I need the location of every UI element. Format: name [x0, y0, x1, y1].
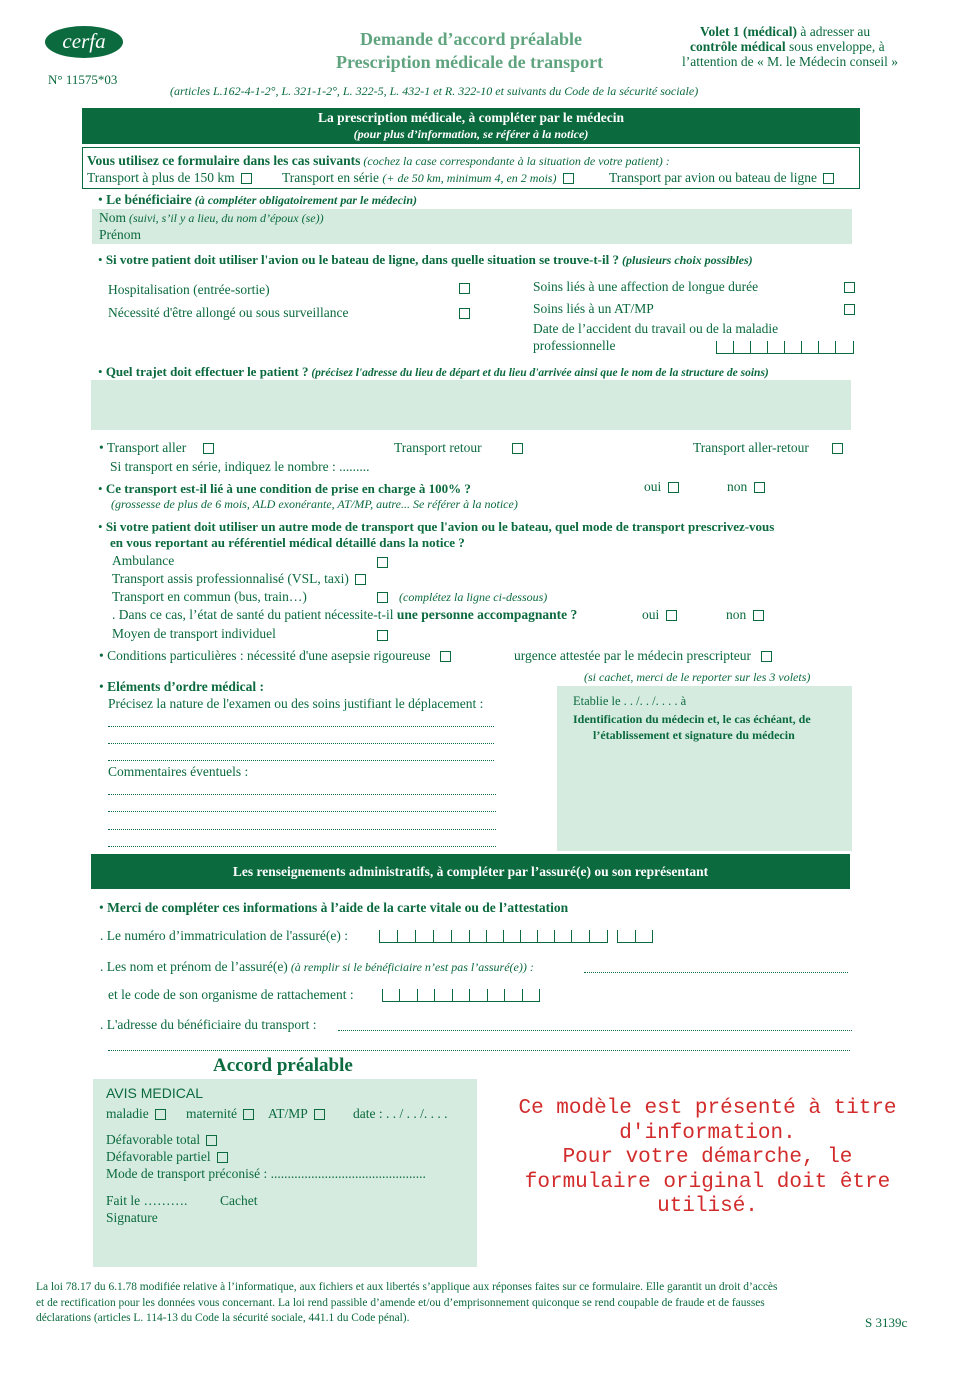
specimen-notice-line-4: formulaire original doit être	[524, 1170, 891, 1194]
charge-title: Ce transport est-il lié à une condition de prise en charge à 100% ?	[105, 481, 471, 496]
mode-heading-2: en vous reportant au référentiel médical détaillé dans la notice ?	[110, 535, 465, 550]
organisme-label: et le code de son organisme de rattachement :	[108, 987, 354, 1002]
checkbox-avis-maladie[interactable]	[155, 1109, 166, 1120]
defavorable-partiel[interactable]	[106, 1149, 228, 1165]
specimen-notice	[490, 1097, 925, 1220]
checkbox-aller[interactable]	[203, 443, 214, 454]
transport-aller-label: Transport aller	[106, 440, 187, 455]
date-accident-label-1: Date de l’accident du travail ou de la maladie	[533, 321, 779, 336]
asepsie-label: Conditions particulières : nécessité d'une asepsie rigoureuse	[107, 648, 431, 663]
checkbox-accompagnant-non[interactable]	[753, 610, 764, 621]
serie-count-field[interactable]: Si transport en série, indiquez le nombre : .........	[110, 459, 370, 474]
section-band-administratif: Les renseignements administratifs, à compléter par l’assuré(e) ou son représentant	[91, 854, 850, 889]
volet-line-1	[700, 24, 870, 40]
checkbox-commun[interactable]	[377, 592, 388, 603]
checkbox-ambulance[interactable]	[377, 557, 388, 568]
checkbox-vsl[interactable]	[355, 574, 366, 585]
elements-heading: • Eléments d’ordre médical :	[99, 679, 264, 694]
nom-prenom-line[interactable]	[584, 972, 848, 973]
checkbox-urgence[interactable]	[761, 651, 772, 662]
vsl-option[interactable]	[112, 571, 366, 587]
checkbox-avis-atmp[interactable]	[314, 1109, 325, 1120]
precisez-line-1[interactable]	[108, 726, 494, 727]
specimen-notice-line-1: Ce modèle est présenté à titre	[518, 1097, 897, 1120]
avis-maladie[interactable]	[106, 1106, 166, 1122]
trajet-heading: • Quel trajet doit effectuer le patient ? (précisez l'adresse du lieu de départ et du lieu d'arrivée ainsi que le nom de la structure de soins)	[98, 364, 769, 379]
form-title-1: Demande d’accord préalable	[360, 29, 582, 49]
fait-le[interactable]: Fait le ……….	[106, 1193, 188, 1208]
elements-title: Eléments d’ordre médical :	[107, 679, 264, 694]
checkbox-defavorable-partiel[interactable]	[217, 1152, 228, 1163]
nom-label: Nom	[99, 210, 126, 225]
precisez-line-2[interactable]	[108, 743, 494, 744]
volet-text-1: à adresser au	[796, 24, 871, 39]
cachet-note: (si cachet, merci de le reporter sur les 3 volets)	[584, 670, 811, 684]
specimen-notice-line-2: d'information.	[619, 1121, 796, 1145]
urgence-option[interactable]	[514, 648, 772, 664]
immatriculation-label: . Le numéro d’immatriculation de l'assuré(e) :	[100, 928, 348, 943]
precisez-line-3[interactable]	[108, 760, 494, 761]
legal-line-2: et de rectification pour les données vous concernant. La loi rend passible d’amende et/ou d’emprisonnement quiconque se rend coupable de fraude et de fausses	[36, 1296, 765, 1309]
accompagnant-text: . Dans ce cas, l’état de santé du patient nécessite-t-il	[112, 607, 397, 622]
usage-option-avion[interactable]	[609, 170, 834, 186]
legal-notice	[36, 1280, 926, 1327]
charge-heading: • Ce transport est-il lié à une condition de prise en charge à 100% ?	[98, 481, 471, 496]
beneficiaire-note: (à compléter obligatoirement par le médecin)	[191, 193, 418, 207]
charge-non-label: non	[727, 479, 748, 494]
checkbox-accompagnant-oui[interactable]	[666, 610, 677, 621]
mode-preconise[interactable]: Mode de transport préconisé : ..............................................	[106, 1166, 426, 1181]
accompagnant-oui[interactable]	[642, 607, 677, 623]
form-title-2: Prescription médicale de transport	[336, 52, 604, 72]
form-number: N° 11575*03	[48, 72, 118, 87]
accord-title: Accord préalable	[213, 1055, 353, 1076]
identification-medecin-1: Identification du médecin et, le cas échéant, de	[573, 712, 811, 726]
usage-option-avion-label: Transport par avion ou bateau de ligne	[609, 170, 817, 185]
medecin-signature-area[interactable]	[557, 686, 852, 851]
avis-medical-label: AVIS MEDICAL	[106, 1085, 203, 1101]
identification-medecin-2: l’établissement et signature du médecin	[593, 728, 795, 742]
urgence-label: urgence attestée par le médecin prescripteur	[514, 648, 752, 663]
usage-lead-text: Vous utilisez ce formulaire dans les cas suivants	[87, 153, 361, 168]
commun-label: Transport en commun (bus, train…)	[112, 589, 307, 604]
usage-option-150km-label: Transport à plus de 150 km	[87, 170, 235, 185]
adresse-line-2[interactable]	[108, 1050, 850, 1051]
date-accident-label-2: professionnelle	[533, 338, 616, 353]
ambulance-label: Ambulance	[112, 553, 175, 568]
checkbox-150km[interactable]	[241, 173, 252, 184]
organisme-input[interactable]	[382, 989, 540, 1002]
nom-prenom-label: . Les nom et prénom de l’assuré(e)	[100, 959, 288, 974]
specimen-notice-line-5: utilisé.	[657, 1195, 758, 1218]
usage-lead	[87, 153, 670, 169]
checkbox-ald[interactable]	[844, 282, 855, 293]
transport-aller-retour[interactable]	[693, 440, 843, 456]
avis-date[interactable]: date : . . / . . /. . . .	[353, 1106, 448, 1121]
accompagnant-non[interactable]	[726, 607, 764, 623]
avis-maternite[interactable]	[186, 1106, 254, 1122]
usage-option-150km[interactable]	[87, 170, 252, 186]
usage-option-serie[interactable]	[282, 170, 574, 186]
nom-note: (suivi, s’il y a lieu, du nom d’époux (se))	[126, 211, 324, 225]
checkbox-individuel[interactable]	[377, 630, 388, 641]
legal-line-3: déclarations (articles L. 114-13 du Code la sécurité sociale, 441.1 du Code pénal).	[36, 1312, 410, 1324]
accompagnant-non-label: non	[726, 607, 747, 622]
defavorable-total[interactable]	[106, 1132, 217, 1148]
beneficiaire-title: Le bénéficiaire	[106, 192, 192, 207]
commentaires-label: Commentaires éventuels :	[108, 764, 249, 779]
checkbox-defavorable-total[interactable]	[206, 1135, 217, 1146]
nom-prenom-assure[interactable]	[100, 959, 534, 975]
section-band-prescription	[82, 108, 860, 144]
commun-note: (complétez la ligne ci-dessous)	[399, 590, 548, 604]
precisez-label: Précisez la nature de l'examen ou des soins justifiant le déplacement :	[108, 696, 484, 711]
specimen-notice-line-3: Pour votre démarche, le	[562, 1146, 853, 1169]
ald-label: Soins liés à une affection de longue durée	[533, 279, 759, 294]
avis-atmp[interactable]	[268, 1106, 325, 1122]
nom-prenom-note: (à remplir si le bénéficiaire n’est pas l’assuré(e)) :	[287, 960, 534, 974]
defavorable-partiel-label: Défavorable partiel	[106, 1149, 211, 1164]
transport-ar-label: Transport aller-retour	[693, 440, 809, 455]
adresse-label: . L'adresse du bénéficiaire du transport :	[100, 1017, 317, 1032]
signature-label: Signature	[106, 1210, 158, 1225]
transport-retour[interactable]	[394, 440, 523, 456]
form-reference: S 3139c	[865, 1315, 908, 1330]
avion-heading: • Si votre patient doit utiliser l'avion ou le bateau de ligne, dans quelle situation se trouve-t-il ? (plusieurs choix possibles)	[98, 252, 753, 267]
commentaire-line-1[interactable]	[108, 794, 496, 795]
checkbox-charge-non[interactable]	[754, 482, 765, 493]
volet-text-2: sous enveloppe, à	[785, 39, 885, 54]
asepsie-option[interactable]: • Conditions particulières : nécessité d'une asepsie rigoureuse	[99, 648, 451, 664]
volet-line-2	[690, 39, 885, 55]
band-title: La prescription médicale, à compléter par le médecin	[318, 110, 624, 125]
usage-option-serie-note: (+ de 50 km, minimum 4, en 2 mois)	[382, 171, 557, 185]
trajet-title: Quel trajet doit effectuer le patient ?	[105, 364, 309, 379]
hospitalisation-label: Hospitalisation (entrée-sortie)	[108, 282, 270, 297]
checkbox-aller-retour[interactable]	[832, 443, 843, 454]
commentaire-line-2[interactable]	[108, 811, 496, 812]
checkbox-retour[interactable]	[512, 443, 523, 454]
charge-non[interactable]	[727, 479, 765, 495]
volet-bold-1: Volet 1 (médical)	[700, 24, 797, 39]
checkbox-serie[interactable]	[563, 173, 574, 184]
charge-note: (grossesse de plus de 6 mois, ALD exonérante, AT/MP, autre... Se référer à la notice)	[111, 497, 518, 511]
immatriculation-input[interactable]	[379, 930, 608, 943]
checkbox-atmp[interactable]	[844, 304, 855, 315]
usage-option-serie-label: Transport en série	[282, 170, 379, 185]
prenom-field[interactable]: Prénom	[99, 227, 141, 242]
accompagnant-bold: une personne accompagnante ?	[396, 607, 578, 622]
legal-line-1: La loi 78.17 du 6.1.78 modifiée relative à l’informatique, aux fichiers et aux libertés s’applique aux réponses faites sur ce formulaire. Elle garantit un droit d’accès	[36, 1281, 778, 1293]
defavorable-total-label: Défavorable total	[106, 1132, 201, 1147]
checkbox-asepsie[interactable]	[440, 651, 451, 662]
avion-note: (plusieurs choix possibles)	[618, 253, 753, 267]
charge-oui-label: oui	[644, 479, 662, 494]
band-subtitle: (pour plus d’information, se référer à la notice)	[353, 127, 589, 141]
transport-aller[interactable]: • Transport aller	[99, 440, 214, 456]
volet-bold-2: contrôle médical	[690, 39, 786, 54]
admin-title: Merci de compléter ces informations à l’aide de la carte vitale ou de l’attestation	[107, 900, 569, 915]
avis-maladie-label: maladie	[106, 1106, 149, 1121]
individuel-label: Moyen de transport individuel	[112, 626, 276, 641]
commentaire-line-4[interactable]	[108, 846, 496, 847]
articles-reference: (articles L.162-4-1-2°, L. 321-1-2°, L. 322-5, L. 432-1 et R. 322-10 et suivants du Code de la sécurité sociale)	[170, 84, 699, 98]
accompagnant-oui-label: oui	[642, 607, 660, 622]
mode-heading-1: • Si votre patient doit utiliser un autre mode de transport que l'avion ou le bateau, quel mode de transport prescrivez-vous	[98, 519, 775, 534]
immatriculation-cle-input[interactable]	[617, 930, 653, 943]
checkbox-avis-maternite[interactable]	[243, 1109, 254, 1120]
accompagnant-question	[112, 607, 577, 623]
checkbox-allonge[interactable]	[459, 308, 470, 319]
adresse-line-1[interactable]	[338, 1030, 852, 1031]
checkbox-hospitalisation[interactable]	[459, 283, 470, 294]
usage-lead-note: (cochez la case correspondante à la situation de votre patient) :	[360, 154, 670, 168]
checkbox-avion[interactable]	[823, 173, 834, 184]
beneficiaire-heading: • Le bénéficiaire (à compléter obligatoirement par le médecin)	[98, 192, 418, 207]
volet-line-3: l’attention de « M. le Médecin conseil »	[682, 54, 898, 69]
checkbox-charge-oui[interactable]	[668, 482, 679, 493]
cerfa-logo: cerfa	[45, 26, 123, 58]
vsl-label: Transport assis professionnalisé (VSL, taxi)	[112, 571, 349, 586]
cachet-label: Cachet	[220, 1193, 258, 1208]
nom-field[interactable]	[99, 210, 324, 226]
charge-oui[interactable]	[644, 479, 679, 495]
date-accident-input[interactable]	[716, 341, 854, 354]
atmp-label: Soins liés à un AT/MP	[533, 301, 654, 316]
avis-maternite-label: maternité	[186, 1106, 237, 1121]
avion-title: Si votre patient doit utiliser l'avion ou le bateau de ligne, dans quelle situation se trouve-t-il ?	[105, 252, 619, 267]
trajet-fill-area[interactable]	[91, 380, 851, 430]
avis-atmp-label: AT/MP	[268, 1106, 308, 1121]
commentaire-line-3[interactable]	[108, 829, 496, 830]
transport-retour-label: Transport retour	[394, 440, 482, 455]
trajet-note: (précisez l'adresse du lieu de départ et du lieu d'arrivée ainsi que le nom de la structure de soins)	[308, 367, 769, 379]
admin-heading: • Merci de compléter ces informations à l’aide de la carte vitale ou de l’attestation	[99, 900, 569, 915]
mode-title-1: Si votre patient doit utiliser un autre mode de transport que l'avion ou le bateau, quel mode de transport prescrivez-vous	[105, 519, 775, 534]
etablie-le: Etablie le . . /. . /. . . . à	[573, 694, 687, 708]
allonge-label: Nécessité d'être allongé ou sous surveillance	[108, 305, 349, 320]
